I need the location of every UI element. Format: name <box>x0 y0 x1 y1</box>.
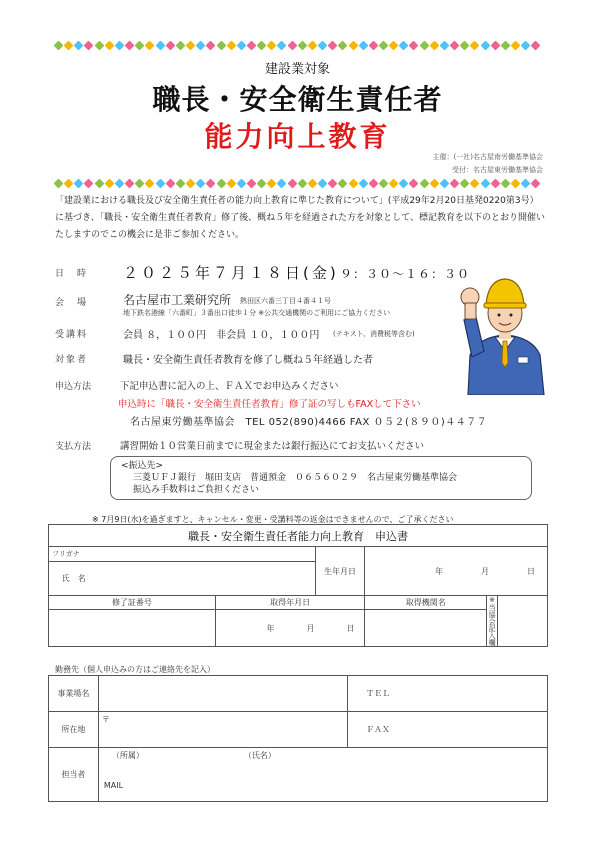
organizer-text: 主催：(一社)名古屋南労働基準協会 <box>432 153 543 161</box>
decorative-dot <box>500 178 510 188</box>
decorative-dot <box>206 178 216 188</box>
acq-month-unit: 月 <box>306 623 315 633</box>
bank-fee-line: 振込み手数料はご負担ください <box>133 485 260 495</box>
payment-text: 講習開始１０営業日前までに現金または銀行振込にてお支払いください <box>120 441 425 452</box>
decorative-dot <box>206 40 216 50</box>
decorative-dot <box>114 178 124 188</box>
decorative-dot <box>409 178 419 188</box>
birth-year-unit: 年 <box>435 566 443 576</box>
intro-paragraph: 「建設業における職長及び安全衛生責任者の能力向上教育に準じた教育について」(平成29年2月20日基発0220第3号）に基づき、「職長・安全衛生責任者教育」修了後、概ね５年を経過された方を対象として、標記教育を以下のとおり開催いたしますのでこの機会に是非ご参加ください。 <box>55 196 545 240</box>
decorative-dot <box>328 178 338 188</box>
fax-label: ＦＡＸ <box>348 712 408 748</box>
decorative-dot <box>500 40 510 50</box>
decorative-dot <box>64 178 74 188</box>
person-label: 担当者 <box>49 748 99 802</box>
dept-label: （所属） <box>111 751 144 760</box>
decorative-dot <box>155 178 165 188</box>
decorative-dot <box>460 40 470 50</box>
decorative-dot <box>358 40 368 50</box>
application-form <box>48 524 548 647</box>
decorative-dot <box>267 178 277 188</box>
decorative-dot <box>226 40 236 50</box>
name-field[interactable] <box>98 562 315 596</box>
decorative-dot <box>64 40 74 50</box>
decorative-dot <box>439 40 449 50</box>
form-title: 職長・安全衛生責任者能力向上教育 申込書 <box>49 525 548 547</box>
event-time: ９：３０～１６：３０ <box>340 267 471 281</box>
decorative-dot <box>94 178 104 188</box>
decorative-dot <box>490 40 500 50</box>
decorative-dot <box>531 40 541 50</box>
decorative-dot <box>277 178 287 188</box>
event-date: ２０２５年７月１８日(金) <box>123 264 339 282</box>
company-field[interactable] <box>98 676 348 712</box>
decorative-dot <box>480 178 490 188</box>
decorative-dot <box>125 178 135 188</box>
decorative-dot <box>470 40 480 50</box>
decorative-dot <box>379 40 389 50</box>
company-label: 事業場名 <box>49 676 99 712</box>
acq-date-label: 取得年月日 <box>215 596 365 610</box>
bank-info-box <box>110 456 532 500</box>
decorative-dot <box>74 40 84 50</box>
address-field[interactable] <box>98 712 348 748</box>
decorative-dot <box>521 40 531 50</box>
bank-account-line: 三菱ＵＦＪ銀行 堀田支店 普通預金 ０６５６０２９ 名古屋東労働基準協会 <box>133 473 458 483</box>
decorative-dot <box>318 40 328 50</box>
decorative-dot <box>480 40 490 50</box>
decorative-dot <box>470 178 480 188</box>
decorative-dot <box>94 40 104 50</box>
decorative-dot <box>450 178 460 188</box>
decorative-dot <box>379 178 389 188</box>
decorative-dot <box>196 178 206 188</box>
venue-access: 地下鉄名港線「六番町」３番出口徒歩１分 ※公共交通機関のご利用にご協力ください <box>123 309 391 317</box>
decorative-dot <box>247 178 257 188</box>
decorative-dot <box>531 178 541 188</box>
birth-month-unit: 月 <box>481 566 489 576</box>
decorative-dot <box>318 178 328 188</box>
decorative-dot <box>236 178 246 188</box>
decorative-dot <box>104 40 114 50</box>
apply-label: 申込方法 <box>55 382 92 392</box>
decorative-dot <box>135 40 145 50</box>
decorative-dot <box>328 40 338 50</box>
target-label: 対象者 <box>55 355 89 365</box>
decorative-dot <box>84 178 94 188</box>
address-label: 所在地 <box>49 712 99 748</box>
acq-day-unit: 日 <box>346 623 355 633</box>
decorative-dot <box>135 178 145 188</box>
decorative-dot <box>338 178 348 188</box>
decorative-dot <box>277 40 287 50</box>
decorative-dot <box>389 40 399 50</box>
fee-note: (テキスト、消費税等含む) <box>333 330 415 338</box>
decorative-dot <box>257 40 267 50</box>
decorative-dot <box>460 178 470 188</box>
cancel-notice: ※ 7月9日(水)を過ぎますと、キャンセル・変更・受講料等の返金はできませんので、ご了承ください <box>92 515 454 524</box>
decorative-dot <box>145 40 155 50</box>
decorative-dot <box>165 178 175 188</box>
decorative-dot <box>419 178 429 188</box>
furigana-field[interactable] <box>49 547 316 562</box>
decorative-dot <box>84 40 94 50</box>
worker-illustration <box>458 265 553 395</box>
decorative-dot <box>307 178 317 188</box>
workplace-form <box>48 675 548 802</box>
apply-red-notice: 申込時に「職長・安全衛生責任者教育」修了証の写しもFAXして下さい <box>118 399 421 410</box>
workplace-label: 勤務先（個人申込みの方はご連絡先を記入） <box>55 665 215 674</box>
tel-label: ＴＥＬ <box>348 676 408 712</box>
birth-field[interactable] <box>365 547 548 596</box>
fax-field[interactable] <box>408 712 548 748</box>
decorative-dot <box>511 178 521 188</box>
decorative-dot <box>429 40 439 50</box>
decorative-dot <box>338 40 348 50</box>
birth-label: 生年月日 <box>315 547 365 596</box>
venue-address: 熱田区六番三丁目４番４１号 <box>240 297 331 305</box>
decorative-dot <box>521 178 531 188</box>
office-use-label: ※当協会記入欄 <box>488 596 497 646</box>
venue-name: 名古屋市工業研究所 <box>123 293 232 307</box>
decorative-dot <box>490 178 500 188</box>
decorative-dot <box>348 40 358 50</box>
decorative-dot <box>399 40 409 50</box>
decorative-dot <box>429 178 439 188</box>
contact-fax-line: 名古屋東労働基準協会 TEL 052(890)4466 FAX ０５２(８９０)４４７７ <box>130 417 488 428</box>
decorative-dot <box>257 178 267 188</box>
decorative-dot <box>104 178 114 188</box>
tel-field[interactable] <box>408 676 548 712</box>
decorative-dot <box>399 178 409 188</box>
decorative-dot <box>186 178 196 188</box>
decorative-dot <box>287 40 297 50</box>
decorative-dot <box>186 40 196 50</box>
acq-year-unit: 年 <box>266 623 275 633</box>
target-text: 職長・安全衛生責任者教育を修了し概ね５年経過した者 <box>123 355 373 366</box>
decorative-dot <box>226 178 236 188</box>
decorative-dot <box>74 178 84 188</box>
header-subtitle: 建設業対象 <box>264 62 330 77</box>
bank-title: <振込先> <box>121 461 164 471</box>
page-title-red: 能力向上教育 <box>204 120 391 153</box>
decorative-dot <box>389 178 399 188</box>
decorative-dot <box>368 178 378 188</box>
apply-text: 下記申込書に記入の上、ＦＡＸでお申込みください <box>120 381 339 392</box>
decorative-dot <box>297 178 307 188</box>
name-label: 氏 名 <box>49 562 99 596</box>
decorative-dot <box>287 178 297 188</box>
person-name-label: （氏名） <box>243 751 276 760</box>
person-field[interactable] <box>98 748 547 802</box>
venue-label: 会 場 <box>55 298 89 308</box>
decorative-dot <box>155 40 165 50</box>
date-label: 日 時 <box>55 269 89 279</box>
fee-text: 会員 ８，１００円 非会員 １０，１００円 <box>123 330 320 341</box>
acq-org-label: 取得機関名 <box>365 596 487 610</box>
furigana-label: フリガナ <box>52 550 80 558</box>
decorative-dot <box>175 178 185 188</box>
decorative-dot <box>267 40 277 50</box>
decorative-border-middle <box>55 178 540 188</box>
decorative-border-top <box>55 40 540 50</box>
decorative-dot <box>358 178 368 188</box>
decorative-dot <box>297 40 307 50</box>
page-title: 職長・安全衛生責任者 <box>152 83 443 116</box>
decorative-dot <box>409 40 419 50</box>
decorative-dot <box>165 40 175 50</box>
acq-date-field[interactable] <box>215 610 365 647</box>
decorative-dot <box>511 40 521 50</box>
birth-day-unit: 日 <box>527 566 535 576</box>
fee-label: 受講料 <box>55 330 89 340</box>
decorative-dot <box>216 40 226 50</box>
decorative-dot <box>145 178 155 188</box>
decorative-dot <box>175 40 185 50</box>
mail-label: MAIL <box>103 781 124 790</box>
decorative-dot <box>54 178 64 188</box>
decorative-dot <box>236 40 246 50</box>
decorative-dot <box>450 40 460 50</box>
decorative-dot <box>307 40 317 50</box>
acq-org-field[interactable] <box>365 610 487 647</box>
decorative-dot <box>125 40 135 50</box>
decorative-dot <box>348 178 358 188</box>
office-use-field <box>498 596 548 647</box>
decorative-dot <box>247 40 257 50</box>
decorative-dot <box>439 178 449 188</box>
decorative-dot <box>419 40 429 50</box>
decorative-dot <box>368 40 378 50</box>
decorative-dot <box>196 40 206 50</box>
receiver-text: 受付：名古屋東労働基準協会 <box>452 166 543 174</box>
postal-mark: 〒 <box>101 715 110 724</box>
decorative-dot <box>216 178 226 188</box>
payment-label: 支払方法 <box>55 442 92 452</box>
decorative-dot <box>54 40 64 50</box>
decorative-dot <box>114 40 124 50</box>
cert-no-field[interactable] <box>49 610 216 647</box>
cert-no-label: 修了証番号 <box>49 596 216 610</box>
